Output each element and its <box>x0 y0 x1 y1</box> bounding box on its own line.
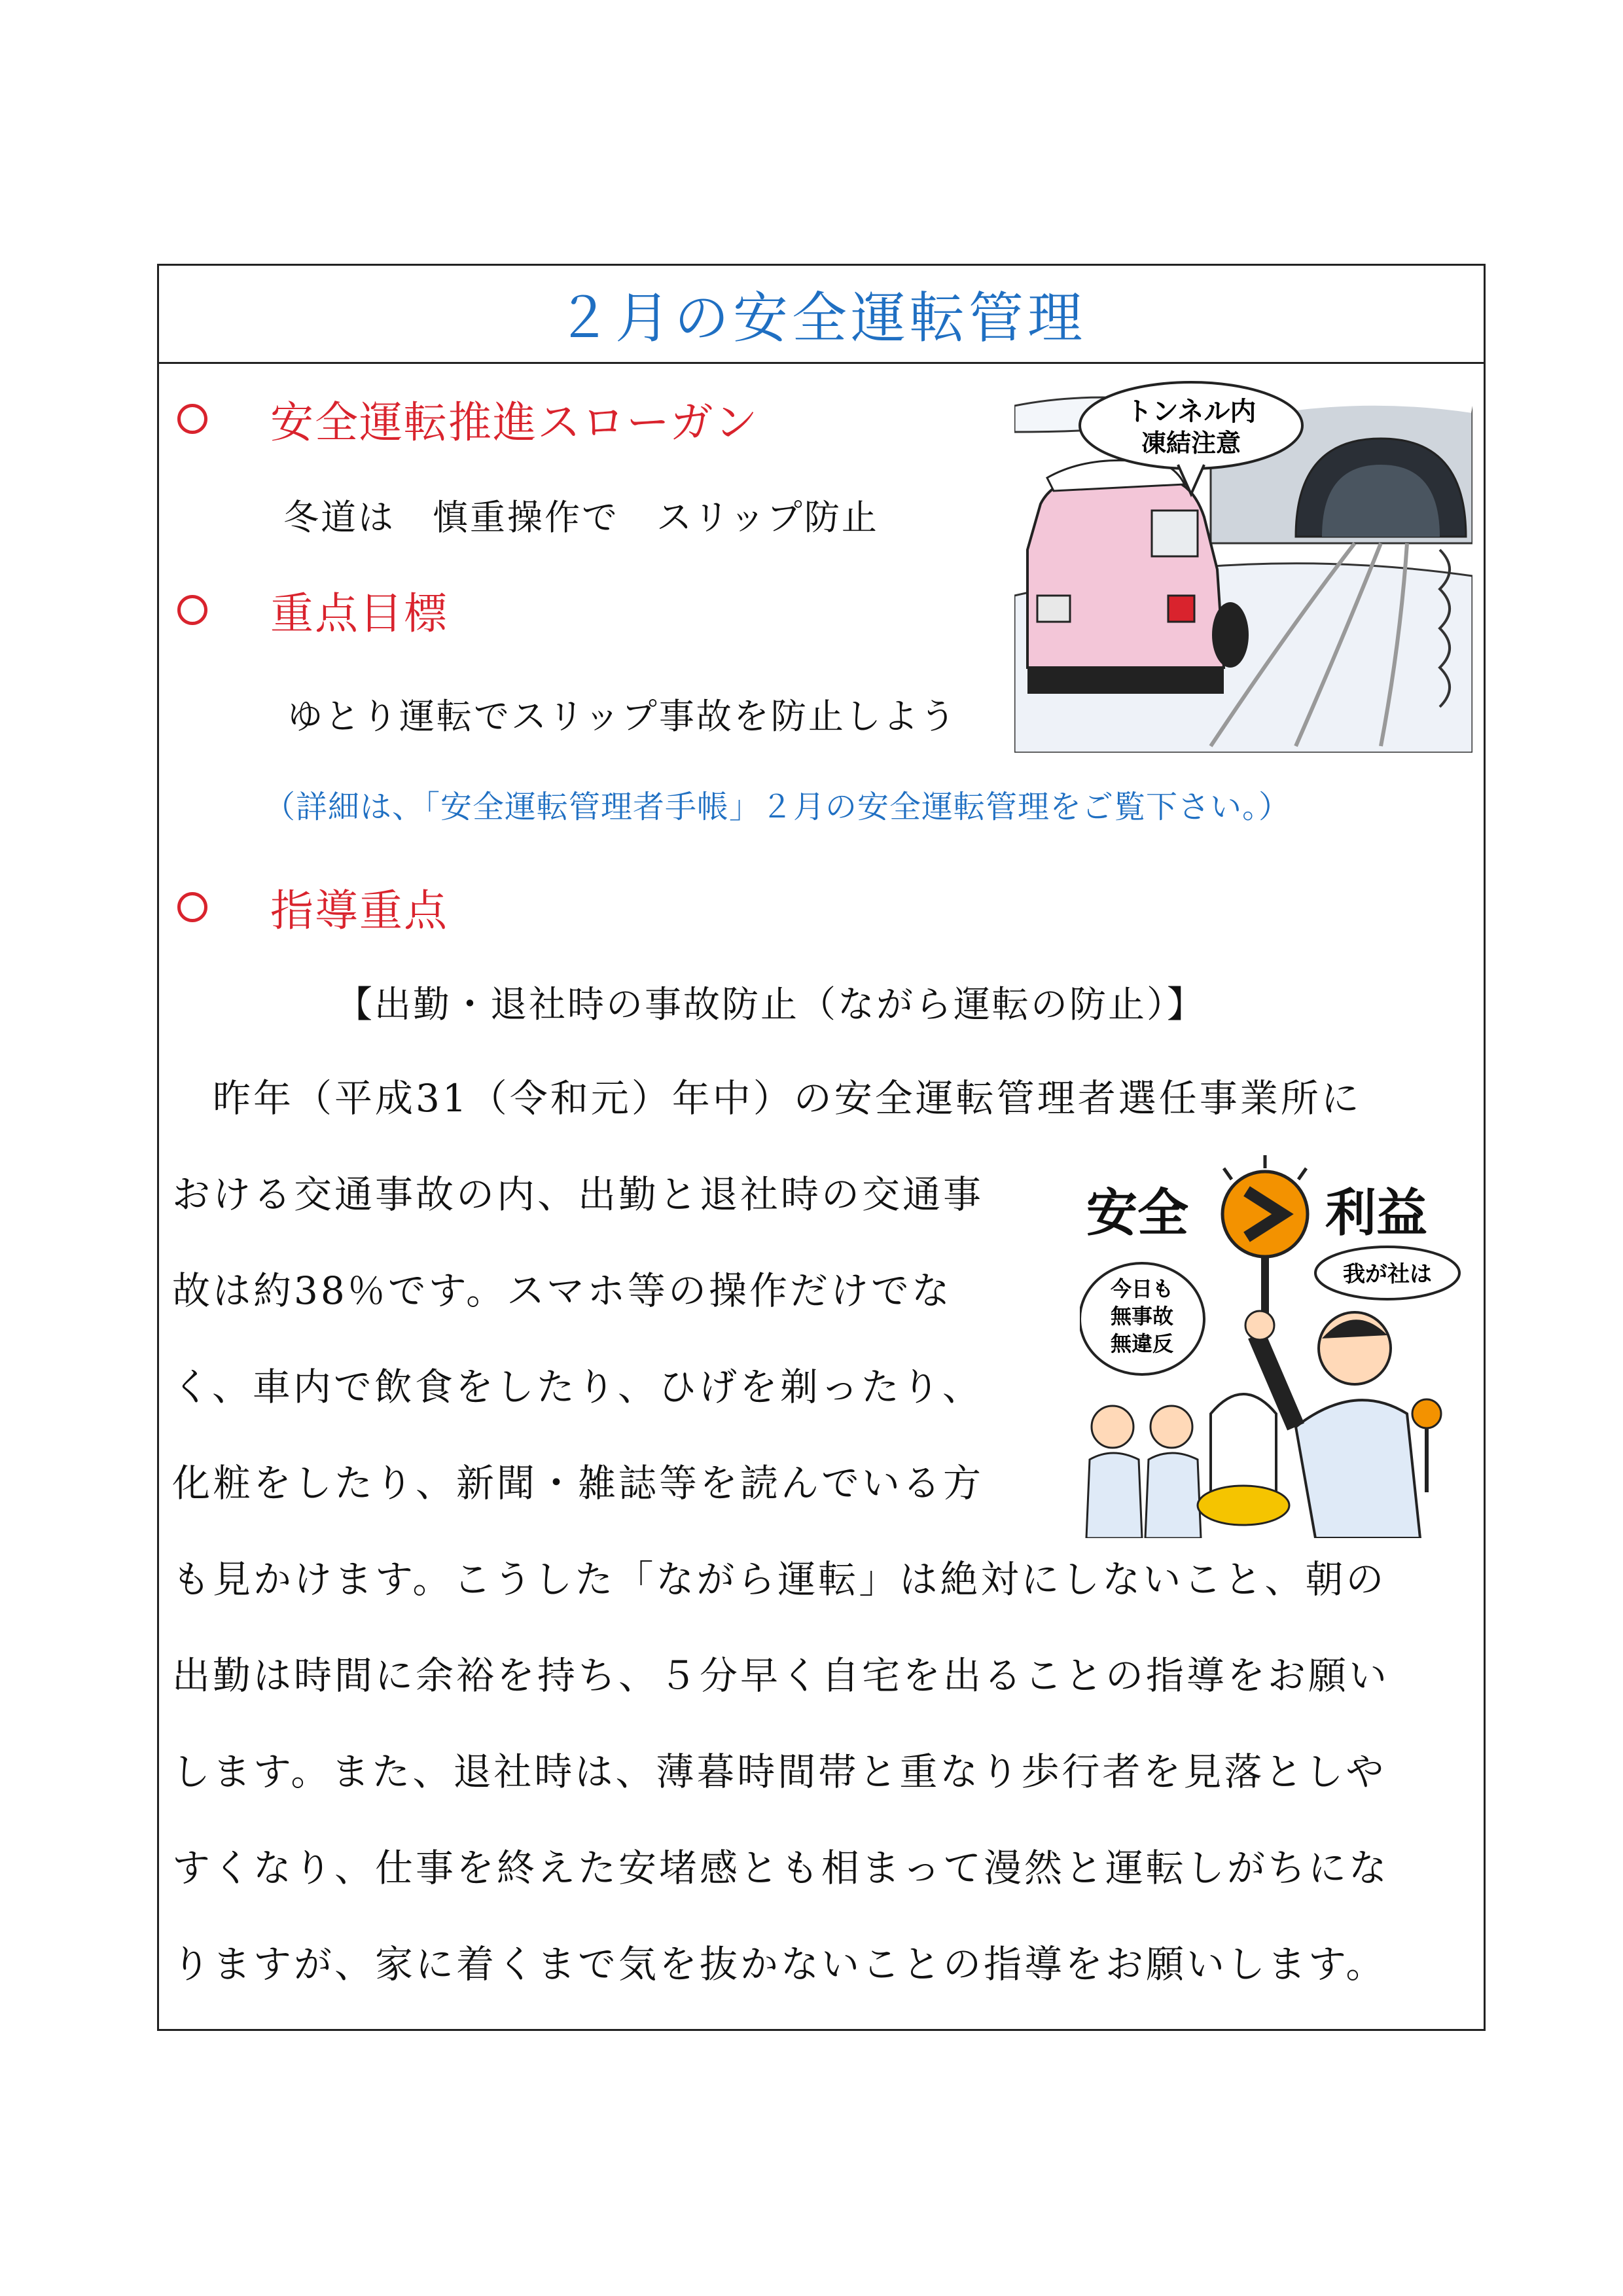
sign-right-text: 利益 <box>1325 1184 1428 1243</box>
bubble-left-line2: 無事故 <box>1110 1304 1174 1329</box>
circle-bullet-icon <box>177 892 207 922</box>
paragraph-line: も見かけます。こうした「ながら運転」は絶対にしないこと、朝の <box>172 1557 1387 1602</box>
circle-bullet-icon <box>177 595 207 625</box>
goal-text: ゆとり運転でスリップ事故を防止しよう <box>287 696 957 737</box>
guidance-subtitle: 【出勤・退社時の事故防止（ながら運転の防止）】 <box>336 984 1205 1026</box>
title-bar <box>159 266 1484 364</box>
slogan-text: 冬道は 慎重操作で スリップ防止 <box>283 497 879 538</box>
bubble-left-line3: 無違反 <box>1110 1331 1174 1356</box>
page-title: ２月の安全運転管理 <box>556 286 1086 350</box>
circle-bullet-icon <box>177 404 207 434</box>
sign-left-text: 安全 <box>1086 1184 1189 1243</box>
goal-heading-row <box>177 579 448 641</box>
slogan-heading-row <box>177 387 759 450</box>
paragraph-line: 故は約38％です。スマホ等の操作だけでな <box>172 1268 953 1313</box>
guidance-heading: 指導重点 <box>270 886 448 936</box>
paragraph-line: 化粧をしたり、新聞・雑誌等を読んでいる方 <box>172 1461 984 1505</box>
paragraph-line: します。また、退社時は、薄暮時間帯と重なり歩行者を見落としや <box>172 1749 1387 1794</box>
guidance-heading-row <box>177 876 448 938</box>
slogan-heading: 安全運転推進スローガン <box>270 397 759 448</box>
paragraph-line: く、車内で飲食をしたり、ひげを剃ったり、 <box>172 1365 983 1409</box>
paragraph-line: おける交通事故の内、出勤と退社時の交通事 <box>172 1172 984 1217</box>
tunnel-bubble-line2: 凍結注意 <box>1141 429 1241 457</box>
goal-heading: 重点目標 <box>270 588 448 639</box>
detail-note: （詳細は、「安全運転管理者手帳」２月の安全運転管理をご覧下さい。） <box>264 789 1291 825</box>
safety-profit-illustration <box>1080 1152 1472 1538</box>
paragraph-line: 昨年（平成31（令和元）年中）の安全運転管理者選任事業所に <box>172 1076 1362 1121</box>
tunnel-bubble-line1: トンネル内 <box>1126 397 1257 427</box>
paragraph-line: 出勤は時間に余裕を持ち、５分早く自宅を出ることの指導をお願い <box>172 1653 1390 1698</box>
bubble-right-text: 我が社は <box>1343 1261 1432 1287</box>
bubble-left-line1: 今日も <box>1110 1276 1174 1301</box>
paragraph-line: すくなり、仕事を終えた安堵感とも相まって漫然と運転しがちにな <box>172 1846 1390 1890</box>
tunnel-car-illustration <box>1014 380 1472 753</box>
paragraph-line: りますが、家に着くまで気を抜かないことの指導をお願いします。 <box>172 1942 1387 1986</box>
